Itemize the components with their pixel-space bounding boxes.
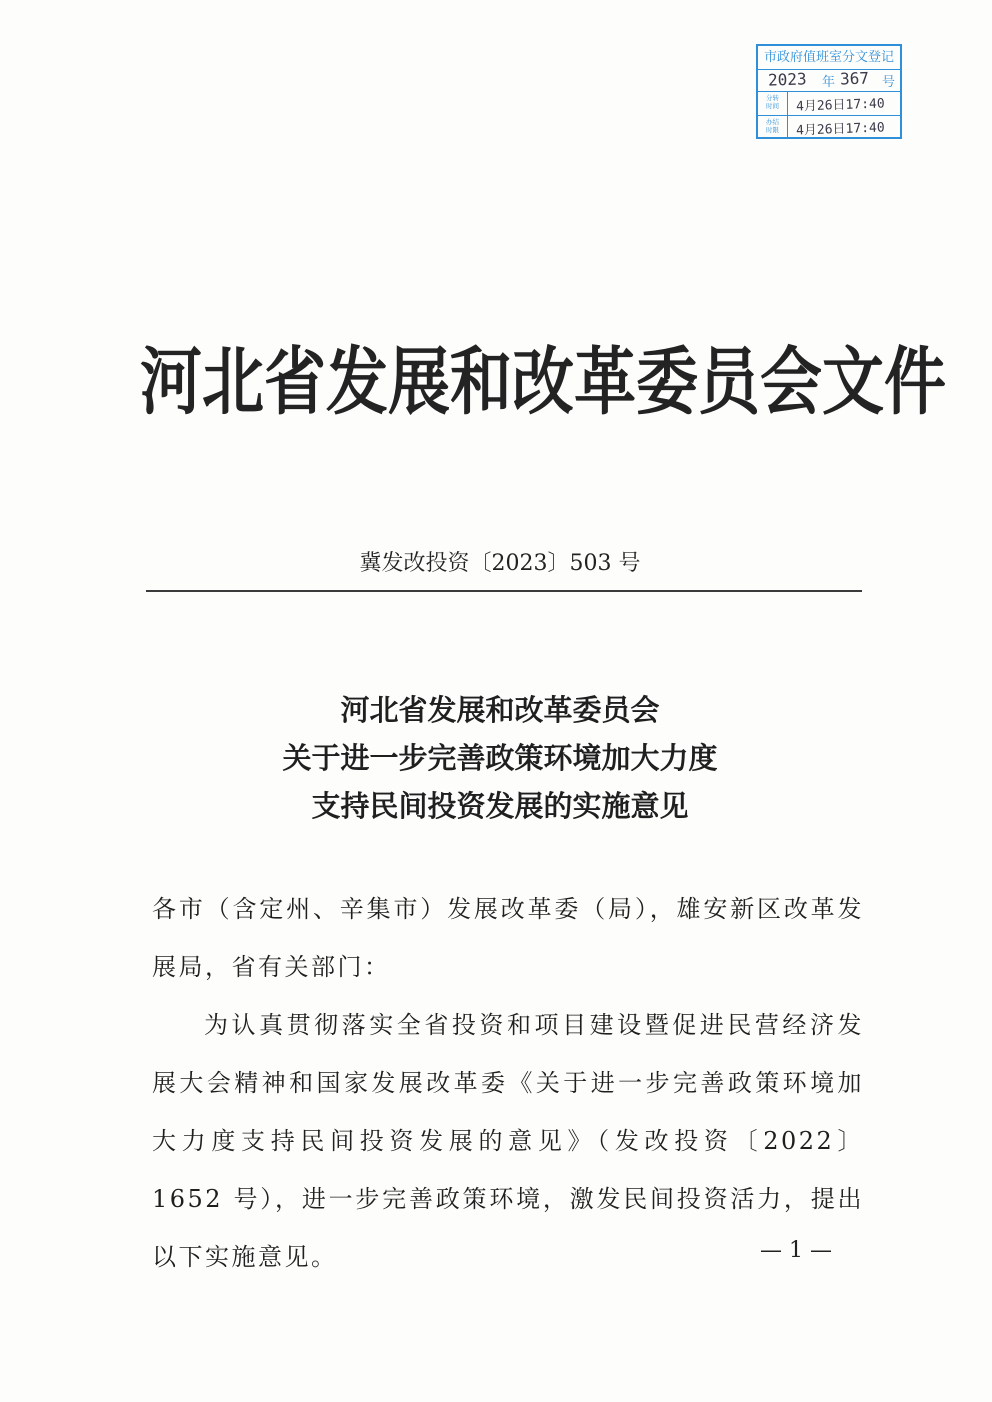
stamp-title: 市政府值班室分文登记 xyxy=(758,46,900,70)
subject-line-2: 关于进一步完善政策环境加大力度 xyxy=(282,741,718,775)
recipients: 各市（含定州、辛集市）发展改革委（局），雄安新区改革发展局，省有关部门： xyxy=(152,895,864,981)
stamp-distribute-label: 分转 时间 xyxy=(758,91,788,115)
document-number: 冀发改投资〔2023〕503 号 xyxy=(359,551,641,576)
subject-line-1: 河北省发展和改革委员会 xyxy=(340,693,660,727)
stamp-distribute-row xyxy=(758,91,900,116)
stamp-deadline-time: 4月26日17:40 xyxy=(795,120,885,139)
stamp-deadline-label: 办结 时限 xyxy=(758,115,788,139)
registration-stamp xyxy=(756,44,902,139)
stamp-distribute-time: 4月26日17:40 xyxy=(795,96,885,115)
document-subject xyxy=(140,686,860,830)
issuer-title: 河北省发展和改革委员会文件 xyxy=(140,338,947,425)
stamp-year-unit: 年 xyxy=(822,75,836,90)
body-paragraph: 为认真贯彻落实全省投资和项目建设暨促进民营经济发展大会精神和国家发展改革委《关于进一步完善政策环境加大力度支持民间投资发展的意见》（发改投资〔2022〕1652 号），进一步完善政策环境，激发民间投资活力，提出以下实施意见。 xyxy=(152,1011,864,1271)
stamp-deadline-row xyxy=(758,115,900,139)
stamp-serial-row xyxy=(758,69,900,92)
subject-line-3: 支持民间投资发展的实施意见 xyxy=(311,789,689,823)
stamp-year: 2023 xyxy=(767,69,807,90)
stamp-number: 367 xyxy=(839,68,870,89)
document-body xyxy=(152,880,864,1286)
header-divider xyxy=(146,590,862,592)
page-number: — 1 — xyxy=(760,1238,832,1263)
stamp-number-unit: 号 xyxy=(882,75,896,90)
